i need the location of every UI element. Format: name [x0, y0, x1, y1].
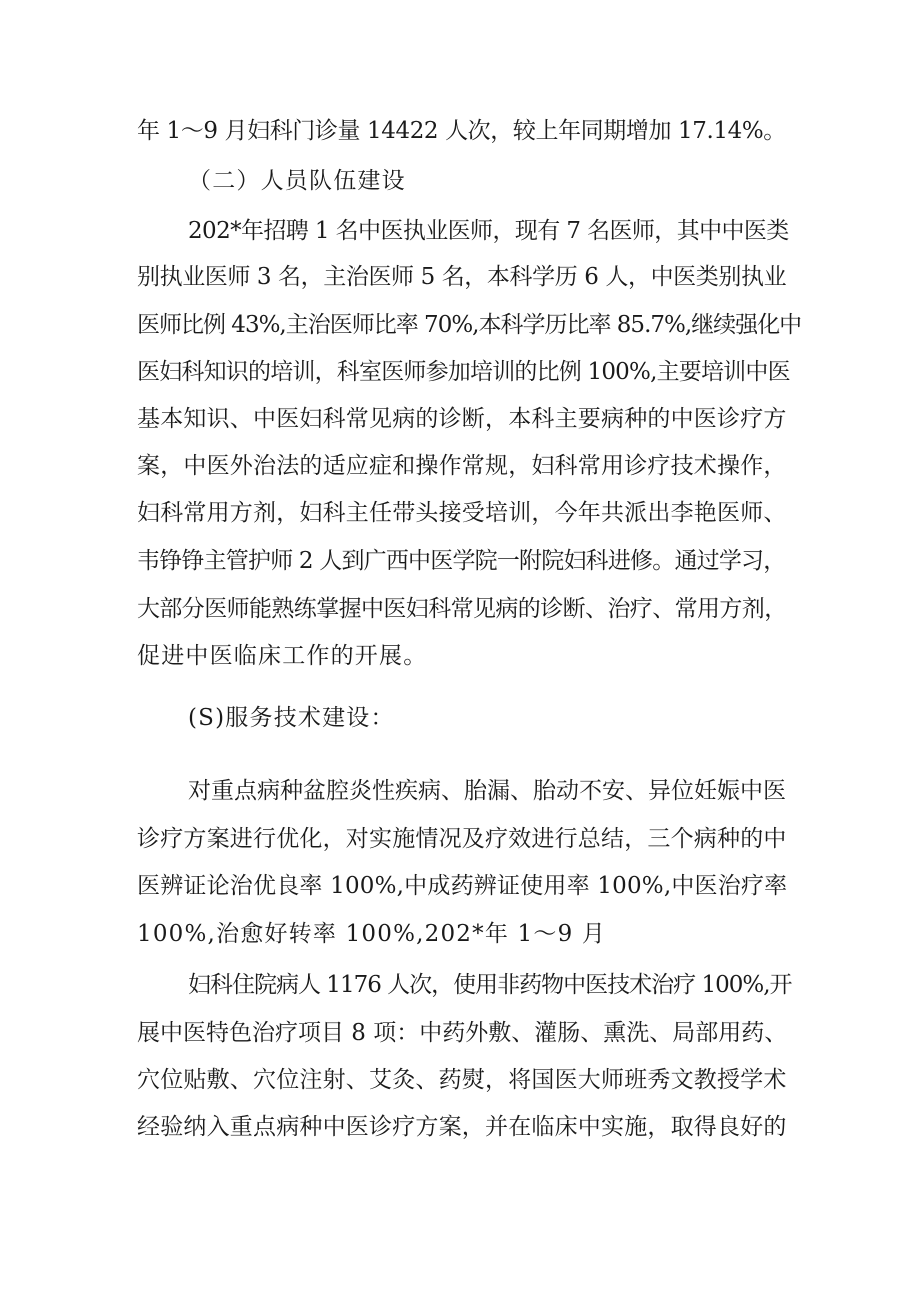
text-line-19: 展中医特色治疗项目 8 项：中药外敷、灌肠、熏洗、局部用药、 — [137, 1020, 788, 1046]
text-line-8: 案，中医外治法的适应症和操作常规，妇科常用诊疗技术操作， — [137, 453, 787, 479]
text-line-18: 妇科住院病人 1176 人次，使用非药物中医技术治疗 100%,开 — [188, 972, 792, 998]
text-line-1: 年 1～9 月妇科门诊量 14422 人次，较上年同期增加 17.14%。 — [137, 118, 786, 144]
text-line-10: 韦铮铮主管护师 2 人到广西中医学院一附院妇科进修。通过学习， — [137, 548, 786, 574]
section-heading-service: (S)服务技术建设： — [188, 705, 395, 731]
text-line-21: 经验纳入重点病种中医诊疗方案，并在临床中实施，取得良好的 — [137, 1114, 787, 1140]
text-line-7: 基本知识、中医妇科常见病的诊断，本科主要病种的中医诊疗方 — [137, 406, 787, 432]
text-line-16: 医辨证论治优良率 100%,中成药辨证使用率 100%,中医治疗率 — [137, 873, 788, 899]
text-line-4: 别执业医师 3 名，主治医师 5 名，本科学历 6 人，中医类别执业 — [137, 264, 787, 290]
text-line-17: 100%,治愈好转率 100%,202*年 1～9 月 — [137, 921, 607, 947]
text-line-20: 穴位贴敷、穴位注射、艾灸、药熨，将国医大师班秀文教授学术 — [137, 1067, 787, 1093]
text-line-9: 妇科常用方剂，妇科主任带头接受培训，今年共派出李艳医师、 — [137, 500, 787, 526]
text-line-3: 202*年招聘 1 名中医执业医师，现有 7 名医师，其中中医类 — [188, 218, 789, 244]
text-line-14: 对重点病种盆腔炎性疾病、胎漏、胎动不安、异位妊娠中医 — [188, 778, 786, 804]
text-line-15: 诊疗方案进行优化，对实施情况及疗效进行总结，三个病种的中 — [137, 826, 787, 852]
text-line-6: 医妇科知识的培训，科室医师参加培训的比例 100%,主要培训中医 — [137, 359, 790, 385]
text-line-5: 医师比例 43%,主治医师比率 70%,本科学历比率 85.7%,继续强化中 — [137, 312, 802, 338]
text-line-12: 促进中医临床工作的开展。 — [137, 643, 428, 669]
section-heading-personnel: （二）人员队伍建设 — [188, 168, 406, 194]
text-line-11: 大部分医师能熟练掌握中医妇科常见病的诊断、治疗、常用方剂， — [137, 596, 787, 622]
